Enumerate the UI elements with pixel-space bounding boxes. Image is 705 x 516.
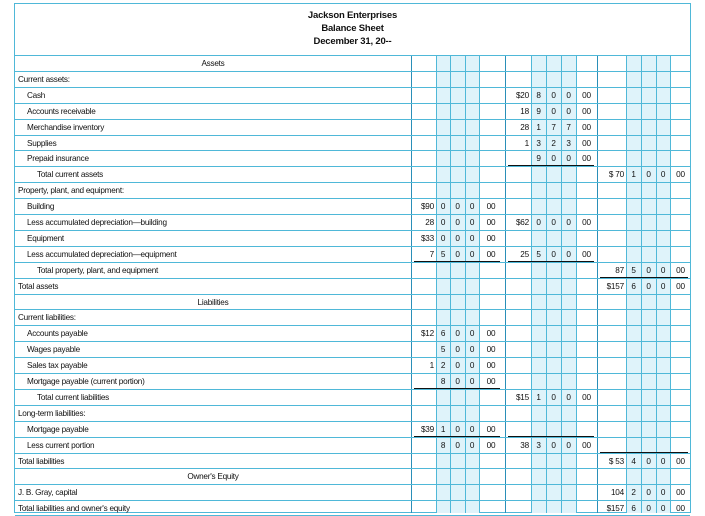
amount-digit: 0 xyxy=(469,424,475,434)
amount-digit: 0 xyxy=(566,392,571,402)
account-label: Building xyxy=(27,202,55,212)
amount-cents: 00 xyxy=(486,440,496,450)
amount-digit: 0 xyxy=(551,249,556,259)
amount-digit: 0 xyxy=(469,440,475,450)
amount-digit: 0 xyxy=(646,281,651,291)
account-label: Total current liabilities xyxy=(37,392,110,402)
amount-thousands: $90 xyxy=(420,202,434,212)
amount-digit: 0 xyxy=(566,154,571,164)
amount-cents: 00 xyxy=(486,377,496,386)
amount-digit: 2 xyxy=(440,361,446,371)
amount-cents: 00 xyxy=(582,218,591,227)
amount-digit: 0 xyxy=(660,456,666,466)
account-label: Less accumulated depreciation—building xyxy=(27,218,167,227)
subtotal-rule xyxy=(414,261,500,262)
amount-cents: 00 xyxy=(582,90,591,100)
amount-digit: 0 xyxy=(469,329,475,339)
line-item-row xyxy=(15,166,690,182)
amount-thousands: 28 xyxy=(520,122,529,132)
amount-digit: 8 xyxy=(536,90,541,100)
amount-cents: 00 xyxy=(676,456,685,466)
amount-digit: 7 xyxy=(566,122,571,132)
amount-digit: 0 xyxy=(440,233,446,243)
account-label: J. B. Gray, capital xyxy=(18,488,78,498)
amount-digit: 0 xyxy=(566,440,571,450)
subtotal-rule xyxy=(600,277,688,278)
line-item-row xyxy=(15,421,690,437)
amount-cents: 00 xyxy=(582,138,591,148)
amount-thousands: $12 xyxy=(420,329,434,339)
amount-digit: 5 xyxy=(536,249,541,259)
amount-digit: 0 xyxy=(469,345,475,355)
amount-digit: 9 xyxy=(536,106,541,116)
amount-cents: 00 xyxy=(676,170,685,180)
amount-digit: 2 xyxy=(551,138,556,148)
amount-cents: 00 xyxy=(676,488,685,498)
line-item-row xyxy=(15,453,690,469)
amount-digit: 0 xyxy=(469,202,475,212)
amount-digit: 0 xyxy=(551,392,556,402)
amount-digit: 0 xyxy=(455,377,460,386)
amount-digit: 7 xyxy=(551,122,556,132)
account-label: Long-term liabilities: xyxy=(18,408,86,418)
amount-digit: 3 xyxy=(536,440,541,450)
account-label: Less accumulated depreciation—equipment xyxy=(27,249,177,259)
account-label: Sales tax payable xyxy=(27,361,88,371)
amount-digit: 4 xyxy=(631,456,636,466)
amount-cents: 00 xyxy=(486,249,496,259)
amount-digit: 0 xyxy=(469,361,475,371)
account-label: Total current assets xyxy=(37,170,103,180)
company-name: Jackson Enterprises xyxy=(307,10,398,21)
amount-cents: 00 xyxy=(486,202,496,212)
amount-thousands: $33 xyxy=(420,233,434,243)
subtotal-rule xyxy=(508,436,594,437)
account-label: Cash xyxy=(27,90,46,100)
amount-digit: 0 xyxy=(646,170,651,180)
amount-cents: 00 xyxy=(582,249,591,259)
amount-digit: 0 xyxy=(566,106,571,116)
amount-thousands: $157 xyxy=(606,504,624,514)
amount-cents: 00 xyxy=(582,154,591,164)
amount-thousands: $15 xyxy=(515,392,529,402)
amount-thousands: $39 xyxy=(420,424,434,434)
amount-cents: 00 xyxy=(486,361,496,371)
line-item-row xyxy=(15,262,690,278)
amount-digit: 0 xyxy=(551,440,556,450)
account-label: Total liabilities xyxy=(18,456,65,466)
amount-digit: 0 xyxy=(660,488,666,498)
section-heading: Assets xyxy=(201,59,225,68)
amount-digit: 0 xyxy=(469,218,475,227)
amount-digit: 0 xyxy=(455,345,460,355)
account-label: Property, plant, and equipment: xyxy=(18,186,124,196)
amount-cents: 00 xyxy=(582,106,591,116)
line-item-row xyxy=(15,182,690,198)
account-label: Mortgage payable xyxy=(27,424,89,434)
amount-thousands: 1 xyxy=(429,361,434,371)
line-item-row xyxy=(15,500,690,516)
amount-digit: 0 xyxy=(455,440,460,450)
amount-cents: 00 xyxy=(486,329,496,339)
amount-cents: 00 xyxy=(486,424,496,434)
line-item-row xyxy=(15,405,690,421)
amount-digit: 6 xyxy=(440,329,446,339)
amount-digit: 0 xyxy=(455,233,460,243)
amount-digit: 0 xyxy=(469,249,475,259)
line-item-row xyxy=(15,325,690,341)
amount-digit: 0 xyxy=(455,329,460,339)
amount-digit: 0 xyxy=(469,233,475,243)
account-label: Mortgage payable (current portion) xyxy=(27,377,145,386)
amount-thousands: 18 xyxy=(520,106,529,116)
subtotal-rule xyxy=(600,452,688,453)
section-heading-row xyxy=(15,55,690,71)
amount-digit: 0 xyxy=(660,504,666,514)
amount-digit: 5 xyxy=(440,345,446,355)
account-label: Equipment xyxy=(27,233,64,243)
statement-header xyxy=(14,3,691,55)
line-item-row xyxy=(15,278,690,294)
account-label: Less current portion xyxy=(27,440,95,450)
amount-cents: 00 xyxy=(676,265,685,275)
amount-digit: 0 xyxy=(455,424,460,434)
amount-thousands: $62 xyxy=(515,218,529,227)
section-heading-row xyxy=(15,468,690,484)
account-label: Total assets xyxy=(18,281,59,291)
line-item-row xyxy=(15,71,690,87)
subtotal-rule xyxy=(508,261,594,262)
amount-digit: 0 xyxy=(660,265,666,275)
account-label: Merchandise inventory xyxy=(27,122,105,132)
subtotal-rule xyxy=(508,165,594,166)
amount-digit: 0 xyxy=(551,154,556,164)
amount-digit: 0 xyxy=(469,377,475,386)
amount-digit: 0 xyxy=(551,106,556,116)
amount-digit: 0 xyxy=(660,170,666,180)
amount-digit: 2 xyxy=(631,488,636,498)
statement-date: December 31, 20-- xyxy=(313,36,392,47)
amount-thousands: 104 xyxy=(610,488,624,498)
section-heading-row xyxy=(15,294,690,310)
subtotal-rule xyxy=(414,436,500,437)
section-heading: Liabilities xyxy=(197,297,229,307)
amount-digit: 1 xyxy=(536,122,541,132)
amount-digit: 0 xyxy=(566,249,571,259)
amount-digit: 0 xyxy=(646,265,651,275)
amount-digit: 0 xyxy=(440,218,446,227)
amount-thousands: $157 xyxy=(606,281,624,291)
amount-digit: 0 xyxy=(455,202,460,212)
amount-digit: 6 xyxy=(631,281,636,291)
amount-digit: 3 xyxy=(566,138,571,148)
amount-thousands: $ 70 xyxy=(608,170,624,180)
amount-digit: 1 xyxy=(631,170,636,180)
amount-digit: 0 xyxy=(455,249,460,259)
amount-thousands: 1 xyxy=(524,138,529,148)
amount-thousands: 87 xyxy=(615,265,624,275)
account-label: Accounts receivable xyxy=(27,106,96,116)
amount-digit: 0 xyxy=(646,456,651,466)
account-label: Current liabilities: xyxy=(18,313,76,323)
line-item-row xyxy=(15,484,690,500)
account-label: Total property, plant, and equipment xyxy=(37,265,159,275)
amount-cents: 00 xyxy=(676,281,685,291)
amount-digit: 1 xyxy=(536,392,541,402)
amount-digit: 0 xyxy=(660,281,666,291)
amount-cents: 00 xyxy=(582,440,591,450)
account-label: Total liabilities and owner's equity xyxy=(18,504,130,514)
amount-thousands: 38 xyxy=(520,440,529,450)
amount-thousands: $20 xyxy=(515,90,529,100)
amount-digit: 5 xyxy=(631,265,636,275)
amount-cents: 00 xyxy=(486,218,496,227)
amount-digit: 0 xyxy=(646,488,651,498)
amount-cents: 00 xyxy=(582,122,591,132)
account-label: Prepaid insurance xyxy=(27,154,89,164)
account-label: Supplies xyxy=(27,138,57,148)
amount-digit: 0 xyxy=(551,218,556,227)
line-item-row xyxy=(15,357,690,373)
account-label: Wages payable xyxy=(27,345,80,355)
amount-thousands: 7 xyxy=(429,249,434,259)
amount-digit: 0 xyxy=(440,202,446,212)
amount-digit: 5 xyxy=(440,249,446,259)
amount-digit: 1 xyxy=(440,424,446,434)
amount-digit: 6 xyxy=(631,504,636,514)
amount-digit: 0 xyxy=(536,218,541,227)
amount-digit: 8 xyxy=(440,440,446,450)
amount-digit: 9 xyxy=(536,154,541,164)
subtotal-rule xyxy=(414,388,500,389)
amount-digit: 0 xyxy=(551,90,556,100)
amount-cents: 00 xyxy=(486,233,496,243)
line-item-row xyxy=(15,341,690,357)
amount-cents: 00 xyxy=(486,345,496,355)
amount-digit: 3 xyxy=(536,138,541,148)
amount-digit: 0 xyxy=(455,361,460,371)
account-label: Accounts payable xyxy=(27,329,88,339)
line-item-row xyxy=(15,373,690,389)
amount-digit: 0 xyxy=(566,218,571,227)
statement-title: Balance Sheet xyxy=(321,23,384,34)
line-item-row xyxy=(15,230,690,246)
amount-cents: 00 xyxy=(582,392,591,402)
amount-thousands: 28 xyxy=(425,218,434,227)
amount-thousands: $ 53 xyxy=(608,456,624,466)
amount-digit: 8 xyxy=(440,377,446,386)
account-label: Current assets: xyxy=(18,74,70,84)
amount-cents: 00 xyxy=(676,504,685,514)
amount-digit: 0 xyxy=(566,90,571,100)
amount-digit: 0 xyxy=(455,218,460,227)
amount-thousands: 25 xyxy=(520,249,529,259)
section-heading: Owner's Equity xyxy=(187,472,239,482)
line-item-row xyxy=(15,309,690,325)
amount-digit: 0 xyxy=(646,504,651,514)
line-item-row xyxy=(15,198,690,214)
